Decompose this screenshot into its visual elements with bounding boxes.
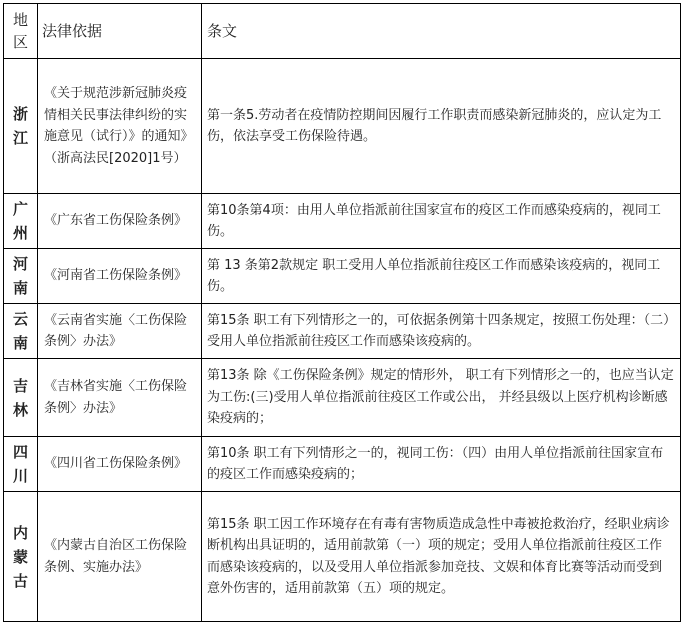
table-row (4, 492, 681, 622)
table-row (4, 194, 681, 249)
table-row (4, 437, 681, 492)
legal-basis-cell: 《云南省实施〈工伤保险条例〉办法》 (38, 304, 202, 359)
table-row (4, 59, 681, 194)
clause-cell: 第15条 职工有下列情形之一的，可依据条例第十四条规定，按照工伤处理：（二）受用人单位指派前往疫区工作而感染该疫病的。 (202, 304, 681, 359)
table-header-row (4, 4, 681, 59)
legal-basis-cell: 《内蒙古自治区工伤保险条例、实施办法》 (38, 492, 202, 622)
table-row (4, 249, 681, 304)
region-cell: 吉林 (4, 359, 38, 437)
region-cell: 四川 (4, 437, 38, 492)
clause-cell: 第一条5.劳动者在疫情防控期间因履行工作职责而感染新冠肺炎的，应认定为工伤，依法享受工伤保险待遇。 (202, 59, 681, 194)
legal-basis-cell: 《河南省工伤保险条例》 (38, 249, 202, 304)
region-cell: 广州 (4, 194, 38, 249)
table-row (4, 359, 681, 437)
legal-basis-cell: 《吉林省实施〈工伤保险条例〉办法》 (38, 359, 202, 437)
header-region: 地区 (4, 4, 38, 59)
region-cell: 河南 (4, 249, 38, 304)
legal-basis-cell: 《四川省工伤保险条例》 (38, 437, 202, 492)
region-cell: 浙江 (4, 59, 38, 194)
legal-basis-cell: 《关于规范涉新冠肺炎疫情相关民事法律纠纷的实施意见（试行）》的通知》（浙高法民[2020]1号） (38, 59, 202, 194)
clause-cell: 第13条 除《工伤保险条例》规定的情形外， 职工有下列情形之一的，也应当认定为工伤:(三)受用人单位指派前往疫区工作或公出， 并经县级以上医疗机构诊断感染疫病的； (202, 359, 681, 437)
region-cell: 内蒙古 (4, 492, 38, 622)
table-row (4, 304, 681, 359)
region-cell: 云南 (4, 304, 38, 359)
clause-cell: 第 13 条第2款规定 职工受用人单位指派前往疫区工作而感染该疫病的，视同工伤。 (202, 249, 681, 304)
legal-basis-cell: 《广东省工伤保险条例》 (38, 194, 202, 249)
clause-cell: 第10条 职工有下列情形之一的，视同工伤：（四）由用人单位指派前往国家宣布的疫区工作而感染疫病的； (202, 437, 681, 492)
header-clause: 条文 (202, 4, 681, 59)
clause-cell: 第10条第4项：由用人单位指派前往国家宣布的疫区工作而感染疫病的，视同工伤。 (202, 194, 681, 249)
header-legal-basis: 法律依据 (38, 4, 202, 59)
clause-cell: 第15条 职工因工作环境存在有毒有害物质造成急性中毒被抢救治疗，经职业病诊断机构出具证明的，适用前款第（一）项的规定；受用人单位指派前往疫区工作而感染该疫病的，以及受用人单位指派参加竞技、文娱和体育比赛等活动而受到意外伤害的，适用前款第（五）项的规定。 (202, 492, 681, 622)
law-comparison-table (3, 3, 681, 622)
